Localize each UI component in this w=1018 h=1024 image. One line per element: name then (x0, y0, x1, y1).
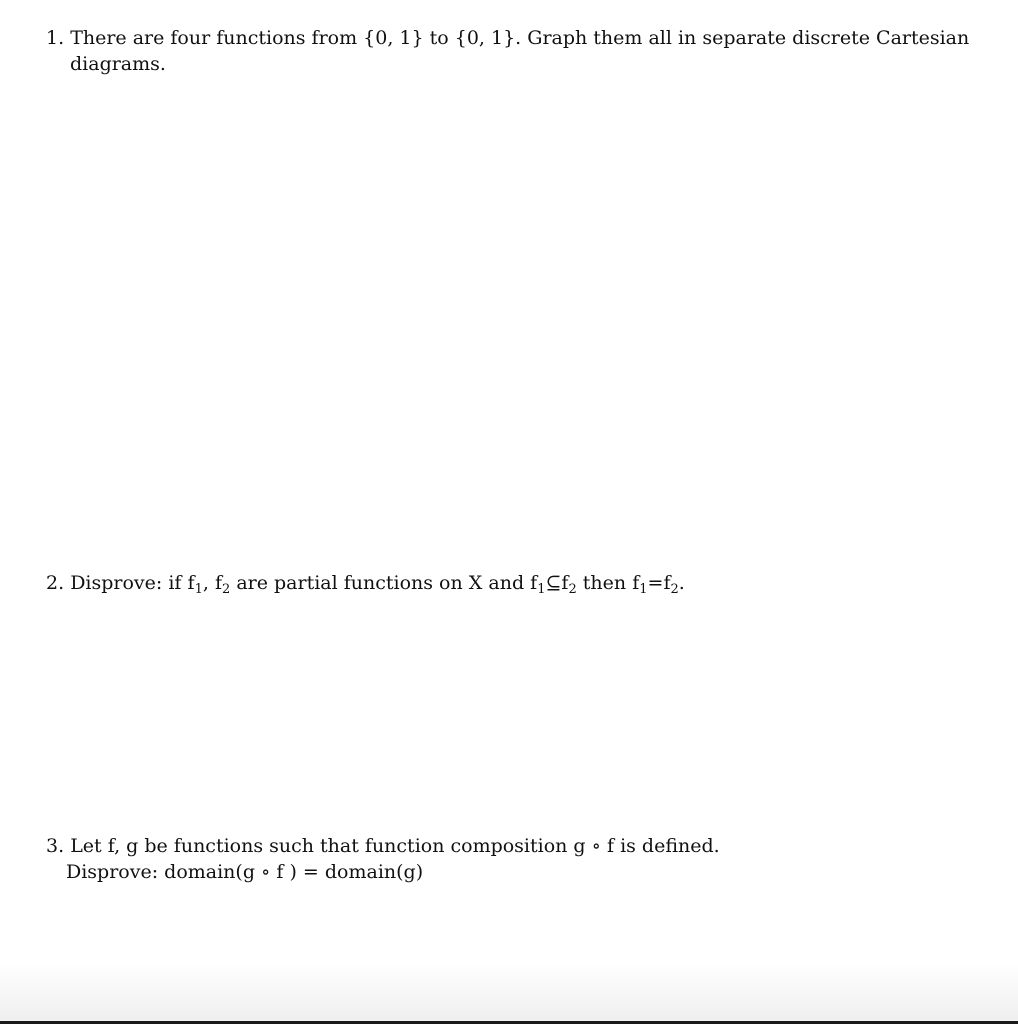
problem-2-middle: are partial functions on (236, 572, 463, 594)
problem-3-line-2: Disprove: domain(g ∘ f ) = domain(g) (66, 861, 424, 883)
problem-2: 2. Disprove: if $f_1$, $f_2$ are partial functions on X and $f_1⊆f_2$ then $f_1=f_2$. (46, 572, 685, 597)
f2-symbol: $f_2$ (214, 572, 231, 597)
problem-1-line-1 (46, 27, 969, 49)
subset-symbol: ⊆ (545, 572, 562, 594)
and-word: and (488, 572, 525, 594)
then-word: then (582, 572, 627, 594)
problem-1-number: 1. (46, 27, 65, 49)
f1-symbol: $f_1$ (187, 572, 203, 597)
problem-3-text: Let f, g be functions such that function composition g ∘ f is defined. (70, 835, 720, 857)
problem-3-number: 3. (46, 835, 65, 857)
problem-2-prefix: Disprove: if (70, 572, 182, 594)
problem-3-line-1 (46, 835, 720, 857)
x-symbol: X (468, 572, 483, 594)
problem-1 (46, 25, 969, 77)
problem-1-text: There are four functions from {0, 1} to {0, 1}. Graph them all in separate discrete Cartesian (70, 27, 970, 49)
problem-3 (46, 833, 720, 885)
problem-1-line-2: diagrams. (70, 53, 166, 75)
problem-2-number: 2. (46, 572, 65, 594)
subset-expression: $f_1⊆f_2$ (530, 572, 577, 597)
equality-expression: $f_1=f_2$. (632, 572, 685, 597)
page-bottom-shadow (0, 964, 1018, 1024)
